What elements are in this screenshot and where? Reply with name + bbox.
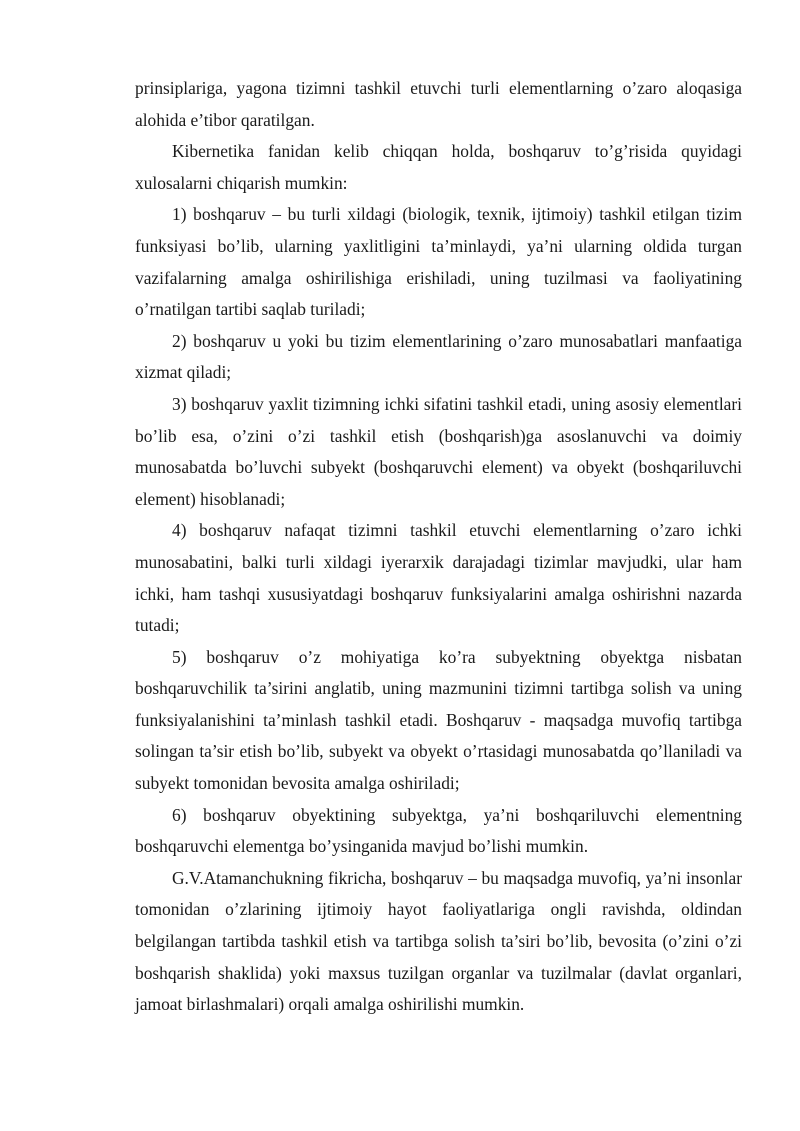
- paragraph-point-2: 2) boshqaruv u yoki bu tizim elementlarining o’zaro munosabatlari manfaatiga xizmat qiladi;: [135, 330, 742, 383]
- paragraph-continuation: prinsiplariga, yagona tizimni tashkil etuvchi turli elementlarning o’zaro aloqasiga alohida e’tibor qaratilgan.: [135, 78, 742, 130]
- paragraph-point-3: 3) boshqaruv yaxlit tizimning ichki sifatini tashkil etadi, uning asosiy elementlari bo’lib esa, o’zini o’zi tashkil etish (boshqarish)ga asoslanuvchi va doimiy munosabatda bo’luvchi subyekt (boshqaruvchi element) va obyekt (boshqariluvchi element) hisoblanadi;: [135, 393, 742, 509]
- paragraph-point-6: 6) boshqaruv obyektining subyektga, ya’ni boshqariluvchi elementning boshqaruvchi elementga bo’ysinganida mavjud bo’lishi mumkin.: [135, 804, 742, 857]
- paragraph-point-5: 5) boshqaruv o’z mohiyatiga ko’ra subyektning obyektga nisbatan boshqaruvchilik ta’sirini anglatib, uning mazmunini tizimni tartibga solish va uning funksiyalanishini ta’minlash tashkil etadi. Boshqaruv - maqsadga muvofiq tartibga solingan ta’sir etish bo’lib, subyekt va obyekt o’rtasidagi munosabatda qo’llaniladi va subyekt tomonidan bevosita amalga oshiriladi;: [135, 646, 742, 794]
- document-page: [135, 73, 742, 1021]
- paragraph-intro: Kibernetika fanidan kelib chiqqan holda, boshqaruv to’g’risida quyidagi xulosalarni chiqarish mumkin:: [135, 141, 742, 193]
- paragraph-point-4: 4) boshqaruv nafaqat tizimni tashkil etuvchi elementlarning o’zaro ichki munosabatini, balki turli xildagi iyerarxik darajadagi tizimlar mavjudki, ular ham ichki, ham tashqi xususiyatdagi boshqaruv funksiyalarini amalga oshirishni nazarda tutadi;: [135, 520, 742, 636]
- paragraph-point-1: 1) boshqaruv – bu turli xildagi (biologik, texnik, ijtimoiy) tashkil etilgan tizim funksiyasi bo’lib, ularning yaxlitligini ta’minlaydi, ya’ni ularning oldida turgan vazifalarning amalga oshirilishiga erishiladi, uning tuzilmasi va faoliyatining o’rnatilgan tartibi saqlab turiladi;: [135, 204, 742, 320]
- paragraph-atamanchuk: G.V.Atamanchukning fikricha, boshqaruv – bu maqsadga muvofiq, ya’ni insonlar tomonidan o’zlarining ijtimoiy hayot faoliyatlariga ongli ravishda, oldindan belgilangan tartibda tashkil etish va tartibga solish ta’siri bo’lib, bevosita (o’zini o’zi boshqarish shaklida) yoki maxsus tuzilgan organlar va tuzilmalar (davlat organlari, jamoat birlashmalari) orqali amalga oshirilishi mumkin.: [135, 867, 742, 1015]
